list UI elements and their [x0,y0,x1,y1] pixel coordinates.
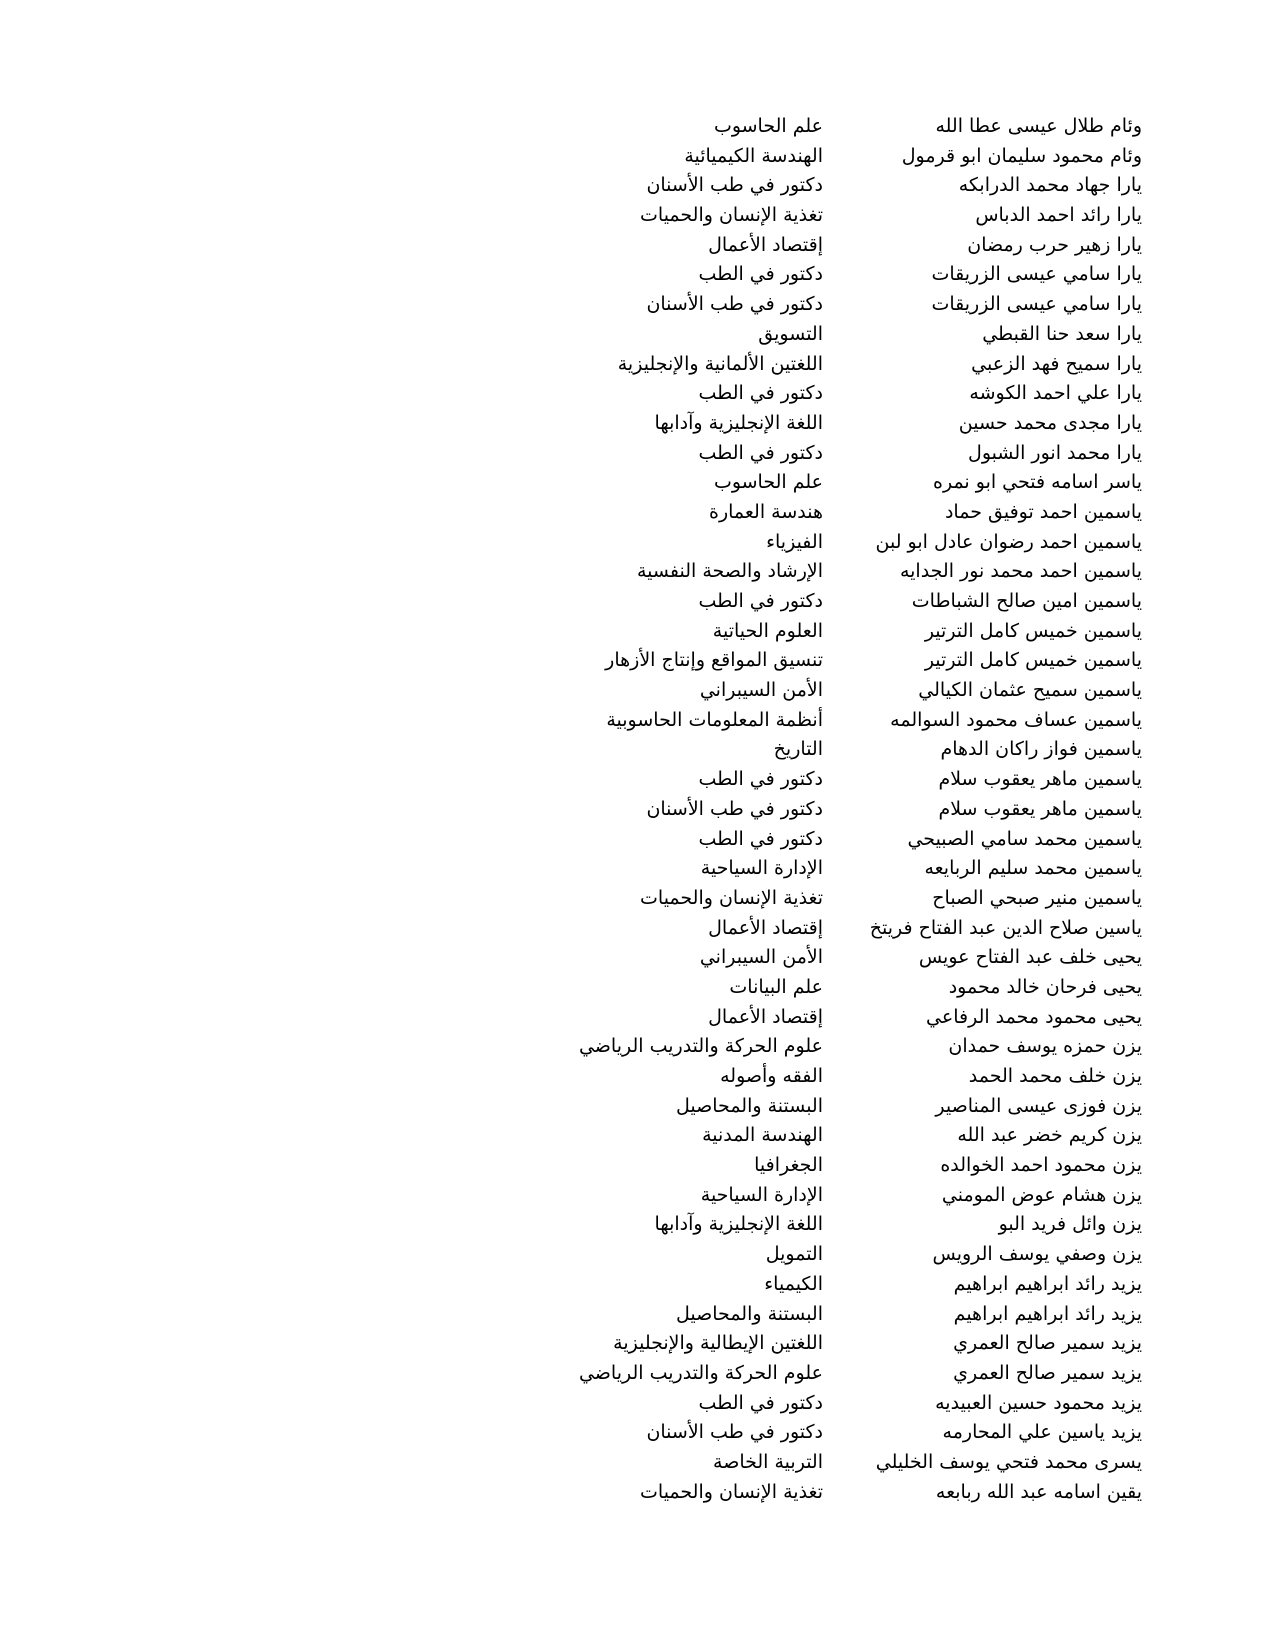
student-major: الأمن السيبراني [699,946,823,969]
student-name: يحيى فرحان خالد محمود [948,975,1142,998]
student-name: ياسمين ماهر يعقوب سلام [938,768,1142,791]
student-name: يزيد رائد ابراهيم ابراهيم [953,1302,1142,1325]
student-name: يارا سعد حنا القبطي [982,322,1142,345]
list-item [0,795,1275,825]
student-name: يزن وصفي يوسف الرويس [932,1243,1142,1266]
student-major: الإدارة السياحية [700,1183,823,1206]
student-name: يارا جهاد محمد الدرابكه [958,174,1142,197]
list-item [0,973,1275,1003]
student-name: يقين اسامه عبد الله ربابعه [935,1480,1142,1503]
list-item [0,587,1275,617]
student-name: يزن فوزى عيسى المناصير [935,1094,1142,1117]
student-name: يارا علي احمد الكوشه [969,382,1142,405]
student-major: دكتور في الطب [698,382,823,405]
student-major: الإدارة السياحية [700,857,823,880]
list-item [0,1448,1275,1478]
student-name: ياسمين احمد رضوان عادل ابو لبن [875,530,1142,553]
list-item [0,765,1275,795]
student-major: تغذية الإنسان والحميات [640,886,823,909]
student-major: دكتور في طب الأسنان [646,1421,823,1444]
list-item [0,320,1275,350]
student-major: اللغة الإنجليزية وآدابها [654,1213,823,1236]
student-major: اللغتين الألمانية والإنجليزية [617,352,823,375]
student-major: اللغتين الإيطالية والإنجليزية [613,1332,823,1355]
list-item [0,468,1275,498]
student-name: يارا محمد انور الشبول [968,441,1142,464]
student-major: دكتور في الطب [698,827,823,850]
student-name: ياسمين امين صالح الشباطات [911,590,1142,612]
student-major: الفقه وأصوله [720,1065,823,1087]
student-major: دكتور في الطب [698,1391,823,1414]
list-item [0,914,1275,944]
list-item [0,409,1275,439]
student-name: ياسمين خميس كامل الترتير [924,619,1142,642]
list-item [0,290,1275,320]
student-major: الكيمياء [764,1272,823,1295]
list-item [0,854,1275,884]
student-name: ياسمين احمد توفيق حماد [944,500,1142,523]
list-item [0,1359,1275,1389]
list-item [0,735,1275,765]
student-name: يارا سامي عيسى الزريقات [931,293,1142,316]
list-item [0,1092,1275,1122]
list-item [0,825,1275,855]
student-major: الهندسة المدنية [702,1124,823,1147]
student-major: الهندسة الكيميائية [684,144,823,167]
student-major: علوم الحركة والتدريب الرياضي [578,1035,823,1058]
list-item [0,1478,1275,1508]
student-name: يارا سميح فهد الزعبي [971,352,1142,375]
student-name: ياسمين خميس كامل الترتير [924,649,1142,672]
list-item [0,884,1275,914]
student-name: ياسمين محمد سامي الصبيحي [907,827,1142,850]
student-major: دكتور في الطب [698,263,823,286]
list-item [0,706,1275,736]
student-name: يزن خلف محمد الحمد [968,1065,1142,1087]
student-major: علوم الحركة والتدريب الرياضي [578,1361,823,1384]
student-name: ياسمين ماهر يعقوب سلام [938,797,1142,820]
student-major: دكتور في طب الأسنان [646,293,823,316]
student-major: اللغة الإنجليزية وآدابها [654,411,823,434]
student-major: التسويق [758,322,823,345]
student-name: ياسر اسامه فتحي ابو نمره [933,471,1142,494]
student-name: يزن حمزه يوسف حمدان [948,1035,1142,1058]
student-major: علم الحاسوب [713,471,823,494]
student-name: وئام طلال عيسى عطا الله [935,115,1142,137]
student-major: دكتور في الطب [698,441,823,464]
student-major: دكتور في الطب [698,768,823,791]
student-major: إقتصاد الأعمال [708,233,823,256]
list-item [0,171,1275,201]
list-item [0,350,1275,380]
student-name: ياسمين سميح عثمان الكيالي [918,679,1142,702]
student-name: ياسمين منير صبحي الصباح [932,886,1142,909]
student-major: الجغرافيا [754,1154,823,1177]
student-name: يزن هشام عوض المومني [941,1183,1142,1206]
student-name: يحيى محمود محمد الرفاعي [926,1005,1142,1028]
student-name: يحيى خلف عبد الفتاح عويس [918,946,1142,969]
list-item [0,1062,1275,1092]
student-major: الفيزياء [766,530,823,553]
list-item [0,1032,1275,1062]
student-major: علم الحاسوب [713,115,823,137]
list-item [0,1003,1275,1033]
student-name: ياسين صلاح الدين عبد الفتاح فريتخ [869,916,1142,939]
student-major: إقتصاد الأعمال [708,1005,823,1028]
list-item [0,1210,1275,1240]
student-major: تغذية الإنسان والحميات [640,204,823,227]
list-item [0,142,1275,172]
student-name: يزن وائل فريد البو [998,1213,1142,1236]
student-major: التربية الخاصة [713,1450,823,1473]
student-name: يارا سامي عيسى الزريقات [931,263,1142,286]
list-item [0,439,1275,469]
student-name: ياسمين محمد سليم الربايعه [924,857,1142,880]
list-item [0,112,1275,142]
student-major: العلوم الحياتية [712,619,823,642]
student-major: البستنة والمحاصيل [676,1302,823,1325]
list-item [0,498,1275,528]
list-item [0,1300,1275,1330]
student-name: ياسمين احمد محمد نور الجدايه [899,560,1142,583]
student-name: يزيد سمير صالح العمري [953,1361,1142,1384]
student-major: التاريخ [773,738,823,761]
student-name: يزيد سمير صالح العمري [953,1332,1142,1355]
list-item [0,1151,1275,1181]
student-list [0,112,1275,1507]
list-item [0,557,1275,587]
student-name: يزيد رائد ابراهيم ابراهيم [953,1272,1142,1295]
student-name: يارا زهير حرب رمضان [967,233,1142,256]
list-item [0,1389,1275,1419]
student-major: علم البيانات [729,975,823,998]
student-major: التمويل [765,1243,823,1266]
student-major: البستنة والمحاصيل [676,1094,823,1117]
list-item [0,646,1275,676]
list-item [0,528,1275,558]
list-item [0,1270,1275,1300]
student-major: هندسة العمارة [708,500,823,523]
list-item [0,943,1275,973]
list-item [0,1329,1275,1359]
student-major: تنسيق المواقع وإنتاج الأزهار [605,649,823,672]
student-name: يارا رائد احمد الدباس [975,204,1142,227]
list-item [0,201,1275,231]
list-item [0,1240,1275,1270]
student-major: الإرشاد والصحة النفسية [637,560,823,583]
list-item [0,676,1275,706]
student-major: الأمن السيبراني [699,679,823,702]
student-major: تغذية الإنسان والحميات [640,1480,823,1503]
student-name: وئام محمود سليمان ابو قرمول [901,144,1142,167]
student-name: ياسمين فواز راكان الدهام [940,738,1142,761]
list-item [0,1121,1275,1151]
list-item [0,617,1275,647]
list-item [0,379,1275,409]
student-major: إقتصاد الأعمال [708,916,823,939]
student-name: يزيد محمود حسين العبيديه [935,1391,1142,1414]
student-name: يزن كريم خضر عبد الله [957,1124,1142,1147]
student-major: دكتور في طب الأسنان [646,797,823,820]
student-name: يزن محمود احمد الخوالده [940,1154,1142,1177]
student-name: ياسمين عساف محمود السوالمه [890,708,1142,731]
student-major: أنظمة المعلومات الحاسوبية [606,708,823,731]
list-item [0,231,1275,261]
list-item [0,260,1275,290]
student-name: يسرى محمد فتحي يوسف الخليلي [875,1450,1142,1473]
student-name: يزيد ياسين علي المحارمه [942,1421,1142,1444]
student-major: دكتور في طب الأسنان [646,174,823,197]
student-major: دكتور في الطب [698,590,823,612]
list-item [0,1181,1275,1211]
student-name: يارا مجدى محمد حسين [958,411,1142,434]
list-item [0,1418,1275,1448]
